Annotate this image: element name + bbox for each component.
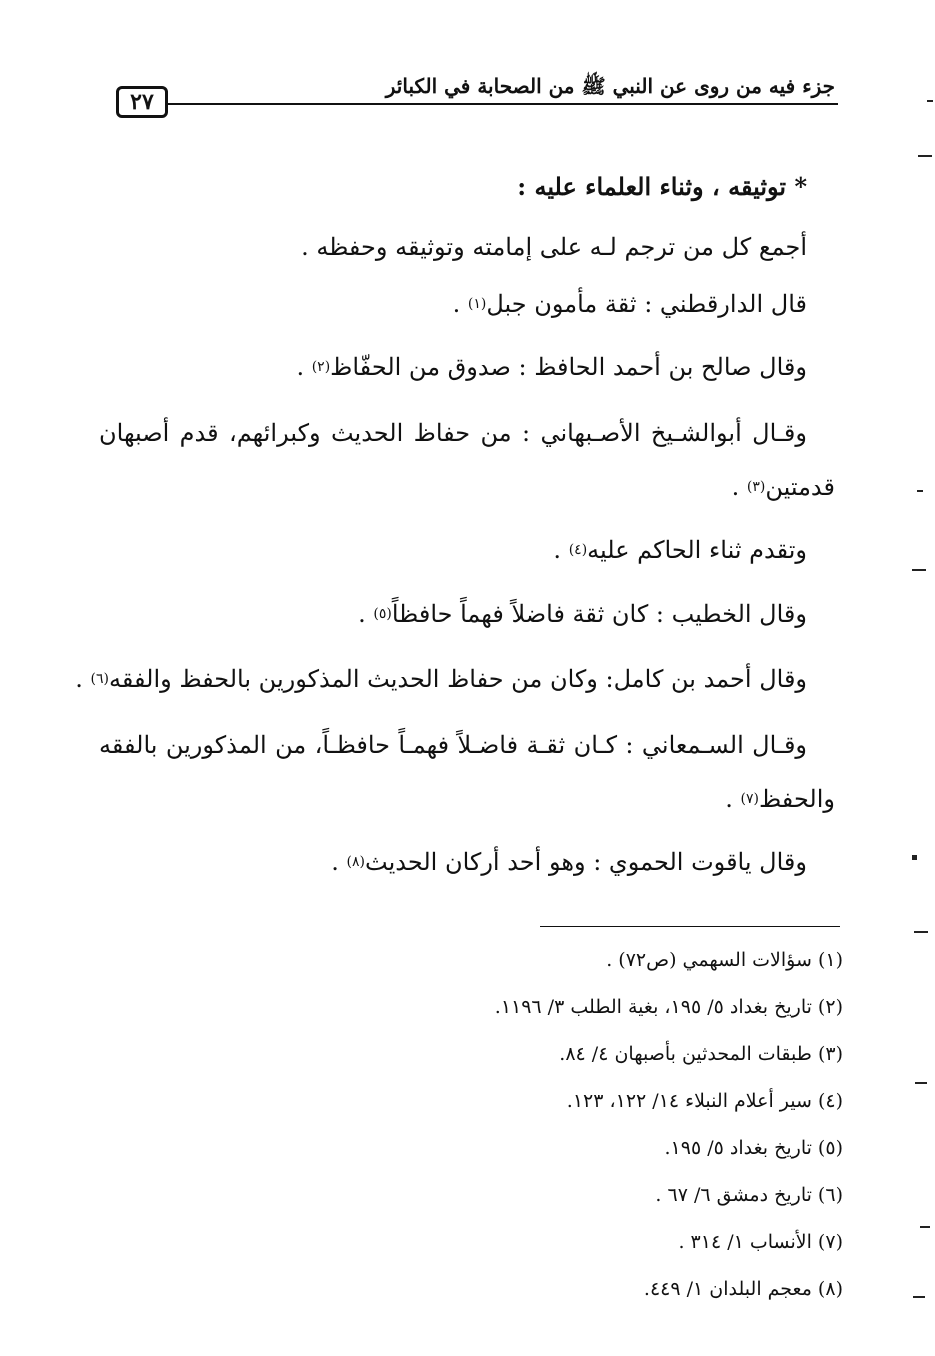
footnote-8: (٨) معجم البلدان ١/ ٤٤٩. <box>643 1278 843 1300</box>
footnote-5: (٥) تاريخ بغداد ٥/ ١٩٥. <box>664 1137 843 1159</box>
page-number: ٢٧ <box>116 86 168 118</box>
footnote-ref-1: (١) <box>467 296 487 312</box>
body-line-1: أجمع كل من ترجم لـه على إمامته وتوثيقه وحفظه . <box>301 233 807 261</box>
edge-mark <box>927 100 933 102</box>
footnote-ref-4: (٤) <box>568 542 588 558</box>
footnote-ref-2: (٢) <box>311 359 331 375</box>
footnote-ref-8: (٨) <box>346 854 366 870</box>
edge-mark <box>913 1296 925 1298</box>
body-line-2: قال الدارقطني : ثقة مأمون جبل$^{(١)}$ . <box>452 290 807 318</box>
body-line-7: وقال أحمد بن كامل: وكان من حفاظ الحديث المذكورين بالحفظ والفقه$^{(٦)}$ . <box>75 665 807 693</box>
body-line-9: وقال ياقوت الحموي : وهو أحد أركان الحديث$^{(٨)}$ . <box>331 848 807 876</box>
edge-mark <box>912 569 926 571</box>
footnote-2: (٢) تاريخ بغداد ٥/ ١٩٥، بغية الطلب ٣/ ١١٩٦. <box>494 996 843 1018</box>
body-line-4: وقـال أبوالشـيخ الأصـبهاني : من حفاظ الحديث وكبرائهم، قدم أصبهان <box>99 419 807 447</box>
footnote-ref-6: (٦) <box>90 671 109 687</box>
footnote-7: (٧) الأنساب ١/ ٣١٤ . <box>678 1231 843 1253</box>
footnote-separator <box>540 926 840 927</box>
running-header-title: جزء فيه من روى عن النبي ﷺ من الصحابة في الكبائر <box>385 74 835 98</box>
footnote-3: (٣) طبقات المحدثين بأصبهان ٤/ ٨٤. <box>559 1043 843 1065</box>
footnote-ref-5: (٥) <box>373 606 392 622</box>
body-line-5: وتقدم ثناء الحاكم عليه$^{(٤)}$ . <box>553 536 807 564</box>
body-line-4-cont: قدمتين$^{(٣)}$ . <box>731 473 835 501</box>
footnote-1: (١) سؤالات السهمي (ص٧٢) . <box>606 949 843 971</box>
footnote-ref-7: (٧) <box>740 791 760 807</box>
edge-mark <box>912 855 917 860</box>
body-line-8-cont: والحفظ$^{(٧)}$ . <box>725 785 835 813</box>
edge-mark <box>918 155 932 157</box>
footnote-ref-3: (٣) <box>746 479 766 495</box>
header-rule <box>168 103 838 105</box>
edge-mark <box>914 931 928 933</box>
edge-mark <box>917 490 923 492</box>
footnote-6: (٦) تاريخ دمشق ٦/ ٦٧ . <box>655 1184 843 1206</box>
body-line-3: وقال صالح بن أحمد الحافظ : صدوق من الحفّاظ$^{(٢)}$ . <box>296 353 807 381</box>
footnote-4: (٤) سير أعلام النبلاء ١٤/ ١٢٢، ١٢٣. <box>566 1090 843 1112</box>
body-line-6: وقال الخطيب : كان ثقة فاضلاً فهماً حافظاً$^{(٥)}$ . <box>358 600 807 628</box>
edge-mark <box>915 1082 927 1084</box>
edge-mark <box>920 1226 930 1228</box>
body-line-8: وقـال السـمعاني : كـان ثقـة فاضـلاً فهمـاً حافظـاً، من المذكورين بالفقه <box>99 731 807 759</box>
section-heading: * توثيقه ، وثناء العلماء عليه : <box>517 172 807 201</box>
